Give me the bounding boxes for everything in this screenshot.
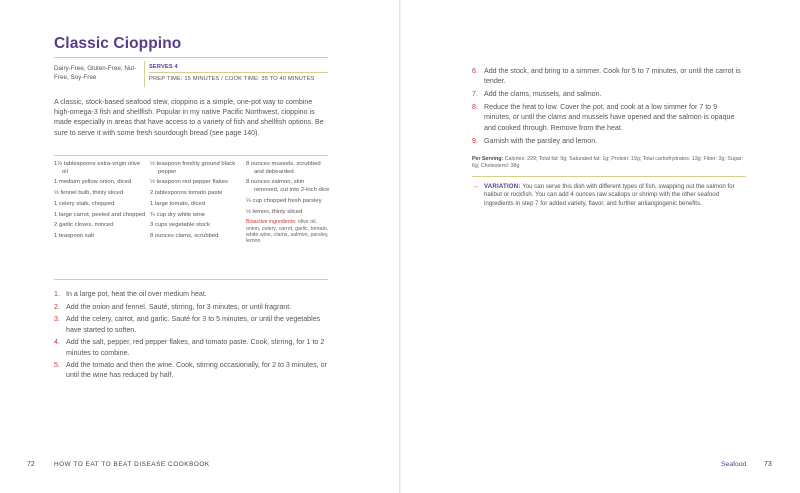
step-number: 3. — [54, 315, 60, 324]
ingredient-item: 8 ounces salmon, skin removed, cut into 2-inch dice — [246, 179, 330, 194]
variation-divider — [472, 176, 746, 177]
prep-cook-times: PREP TIME: 15 MINUTES / COOK TIME: 35 TO 40 MINUTES — [149, 76, 315, 82]
step-item — [472, 102, 744, 133]
steps-list-left — [54, 289, 328, 383]
recipe-title: Classic Cioppino — [54, 35, 182, 52]
step-item — [54, 360, 328, 380]
ingredient-item: ¼ cup chopped fresh parsley — [246, 197, 322, 204]
page-number-right: 73 — [764, 461, 772, 468]
bioactive-ingredients — [246, 219, 330, 245]
ingredient-item: 1 celery stalk, chopped — [54, 200, 115, 207]
step-text: Add the clams, mussels, and salmon. — [484, 90, 602, 99]
step-item — [472, 66, 744, 86]
bioactive-list: olive oil, onion, celery, carrot, garlic, tomato, white wine, clams, salmon, parsley, lemon — [246, 219, 329, 245]
ingredients-column-1 — [54, 161, 146, 244]
step-number: 8. — [472, 103, 478, 112]
ingredient-item: 2 tablespoons tomato paste — [150, 190, 223, 197]
ingredient-item: 3 cups vegetable stock — [150, 222, 210, 229]
ingredient-item: 1 teaspoon salt — [54, 232, 94, 239]
step-text: Add the salt, pepper, red pepper flakes, and tomato paste. Cook, stirring, for 1 to 2 minutes to combine. — [66, 338, 325, 357]
section-name: Seafood — [721, 461, 747, 468]
title-divider — [54, 57, 328, 58]
step-item — [54, 314, 328, 334]
ingredient-item: 1 medium yellow onion, diced — [54, 179, 132, 186]
ingredient-item: 1½ tablespoons extra-virgin olive oil — [54, 161, 141, 175]
arrow-right-icon: → — [472, 183, 479, 190]
page-gutter — [399, 0, 401, 493]
step-item — [54, 289, 328, 299]
step-number: 2. — [54, 302, 60, 311]
variation-label: VARIATION: — [484, 183, 521, 190]
step-text: In a large pot, heat the oil over medium heat. — [66, 290, 207, 298]
step-number: 6. — [472, 67, 478, 75]
nutrition-info — [472, 156, 746, 170]
ingredient-item: ¾ cup dry white wine — [150, 211, 206, 218]
step-item — [472, 89, 744, 99]
ingredients-column-3 — [246, 161, 330, 245]
recipe-intro: A classic, stock-based seafood stew, cioppino is a simple, one-pot way to combine high-omega-3 fish and shellfish. Popular in my native Pacific Northwest, cioppino is made especially in areas that have access to a variety of fish and shellfish options. Be sure to serve it with some fresh sourdough bread (see page 140). — [54, 98, 324, 137]
step-text: Reduce the heat to low. Cover the pot, and cook at a low simmer for 7 to 9 minutes, or until the clams and mussels have opened and the salmon is opaque and cooked through. Remove from the heat. — [484, 103, 735, 132]
ingredient-item: ½ lemon, thinly sliced — [246, 208, 303, 215]
ingredient-item: 1 large carrot, peeled and chopped — [54, 211, 146, 218]
ingredients-column-2 — [150, 161, 242, 244]
step-number: 7. — [472, 90, 478, 99]
step-item — [472, 136, 744, 146]
ingredient-item: 8 ounces mussels, scrubbed and debearded — [246, 161, 321, 175]
ingredient-item: ½ teaspoon red pepper flakes — [150, 179, 228, 186]
ingredients-top-divider — [54, 155, 328, 156]
step-text: Add the onion and fennel. Sauté, stirring, for 3 minutes, or until fragrant. — [66, 302, 292, 311]
ingredient-item: ½ fennel bulb, thinly sliced — [54, 190, 124, 197]
step-text: Add the celery, carrot, and garlic. Sauté for 3 to 5 minutes, or until the vegetables have started to soften. — [66, 315, 321, 334]
ingredient-item: 1 large tomato, diced — [150, 200, 206, 207]
nutrition-label: Per Serving: — [472, 156, 504, 162]
meta-divider — [144, 61, 145, 87]
page-number-left: 72 — [27, 461, 35, 468]
ingredient-item: ½ teaspoon freshly ground black pepper — [150, 161, 236, 175]
variation-text: You can serve this dish with different types of fish, swapping out the salmon for halibut or rockfish. You can add 4 ounces raw scallops or shrimp with the other seafood ingredients in step 7 for added variety, flavor, and further antiangiogenic benefits. — [484, 183, 735, 207]
step-text: Add the tomato and then the wine. Cook, stirring occasionally, for 2 to 3 minutes, or until the wine has reduced by half. — [66, 361, 327, 380]
bioactive-label: Bioactive ingredients: — [246, 219, 297, 226]
dietary-tags: Dairy-Free, Gluten-Free, Nut-Free, Soy-Free — [54, 65, 137, 81]
step-item — [54, 337, 328, 357]
step-number: 5. — [54, 361, 60, 370]
steps-list-right — [472, 66, 744, 149]
step-number: 9. — [472, 136, 478, 145]
serves-divider — [149, 72, 328, 73]
ingredient-item: 8 ounces clams, scrubbed — [150, 232, 219, 239]
serves-label: SERVES 4 — [149, 64, 178, 70]
step-number: 1. — [54, 290, 60, 298]
step-text: Add the stock, and bring to a simmer. Cook for 5 to 7 minutes, or until the carrot is tender. — [484, 67, 741, 86]
running-head: HOW TO EAT TO BEAT DISEASE COOKBOOK — [54, 461, 210, 468]
step-number: 4. — [54, 338, 60, 347]
variation-tip — [472, 183, 746, 208]
nutrition-values: Calories: 229; Total fat: 9g; Saturated fat: 1g; Protein: 19g; Total carbohydrates: 13g; Fiber: 3g; Sugar: 6g; Cholesterol: 38g — [472, 156, 744, 169]
ingredient-item: 2 garlic cloves, minced — [54, 222, 114, 229]
step-item — [54, 302, 328, 312]
ingredients-bottom-divider — [54, 279, 328, 280]
step-text: Garnish with the parsley and lemon. — [484, 136, 598, 145]
